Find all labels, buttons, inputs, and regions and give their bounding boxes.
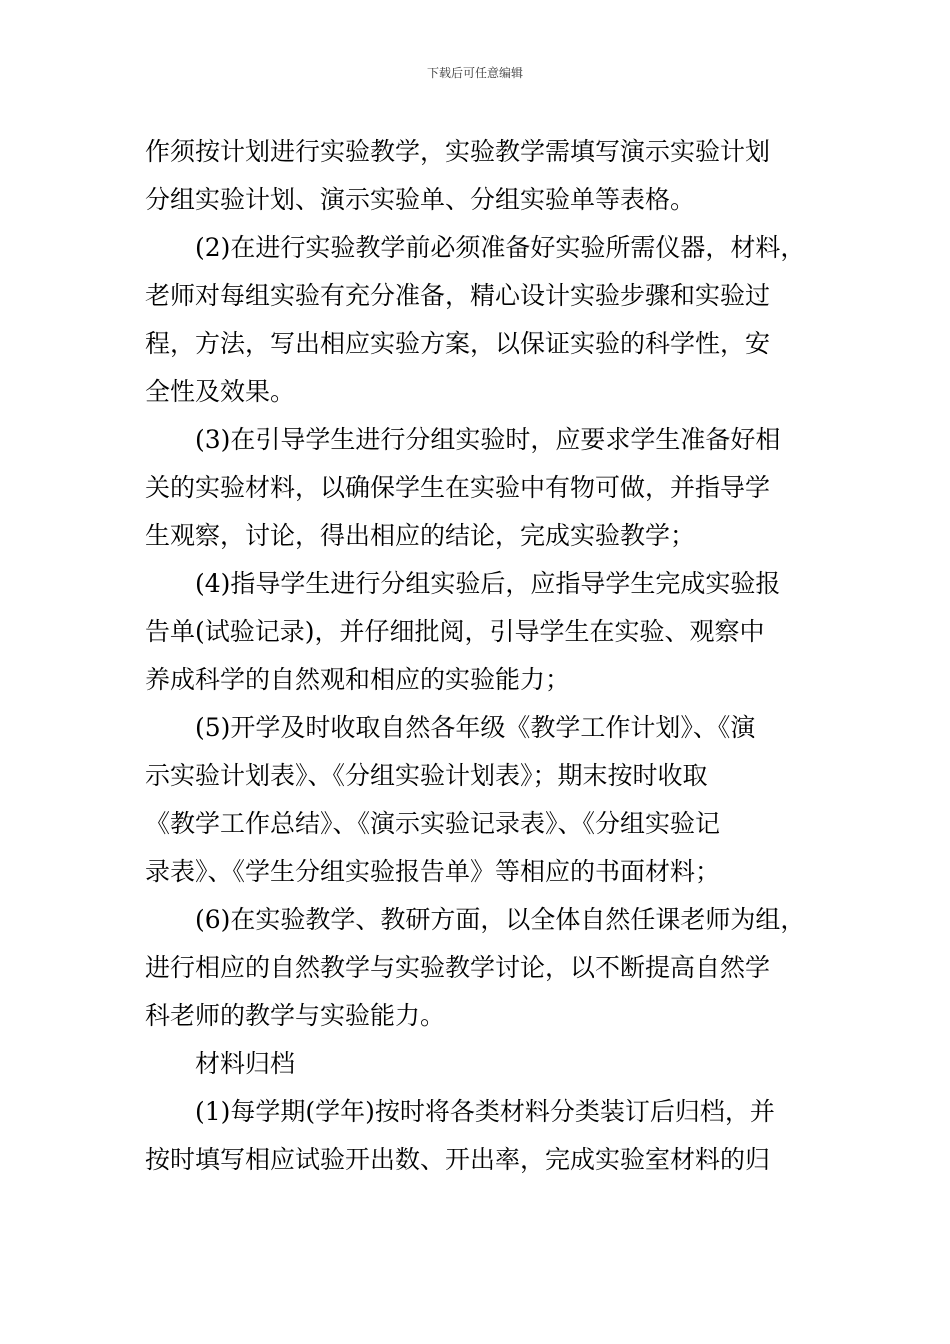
text-line: 示实验计划表》、《分组实验计划表》；期末按时收取 bbox=[145, 761, 708, 790]
text-line: (1)每学期(学年)按时将各类材料分类装订后归档，并 bbox=[195, 1097, 775, 1126]
text-line: 全性及效果。 bbox=[145, 377, 296, 406]
text-line: 《教学工作总结》、《演示实验记录表》、《分组实验记 bbox=[145, 809, 721, 838]
page-header: 下载后可任意编辑 bbox=[426, 66, 523, 80]
text-line: 作须按计划进行实验教学，实验教学需填写演示实验计划 bbox=[145, 137, 771, 166]
text-line: 按时填写相应试验开出数、开出率，完成实验室材料的归 bbox=[145, 1145, 771, 1174]
text-line: 关的实验材料，以确保学生在实验中有物可做，并指导学 bbox=[145, 473, 771, 502]
text-line: (6)在实验教学、教研方面，以全体自然任课老师为组， bbox=[195, 905, 805, 934]
text-line: 程，方法，写出相应实验方案，以保证实验的科学性，安 bbox=[145, 329, 771, 358]
text-line: 科老师的教学与实验能力。 bbox=[145, 1001, 446, 1030]
text-line: (5)开学及时收取自然各年级《教学工作计划》、《演 bbox=[195, 713, 756, 742]
document-body bbox=[145, 128, 805, 1184]
text-line: 分组实验计划、演示实验单、分组实验单等表格。 bbox=[145, 185, 696, 214]
text-line: 养成科学的自然观和相应的实验能力； bbox=[145, 665, 571, 694]
text-line: 老师对每组实验有充分准备，精心设计实验步骤和实验过 bbox=[145, 281, 771, 310]
text-line: 告单(试验记录)，并仔细批阅，引导学生在实验、观察中 bbox=[145, 617, 765, 646]
text-line: (2)在进行实验教学前必须准备好实验所需仪器，材料， bbox=[195, 233, 805, 262]
text-line: (3)在引导学生进行分组实验时，应要求学生准备好相 bbox=[195, 425, 781, 454]
text-line: 录表》、《学生分组实验报告单》等相应的书面材料； bbox=[145, 857, 721, 886]
text-line: 进行相应的自然教学与实验教学讨论，以不断提高自然学 bbox=[145, 953, 771, 982]
text-line: 材料归档 bbox=[195, 1049, 296, 1078]
text-line: 生观察，讨论，得出相应的结论，完成实验教学； bbox=[145, 521, 696, 550]
text-line: (4)指导学生进行分组实验后，应指导学生完成实验报 bbox=[195, 569, 781, 598]
